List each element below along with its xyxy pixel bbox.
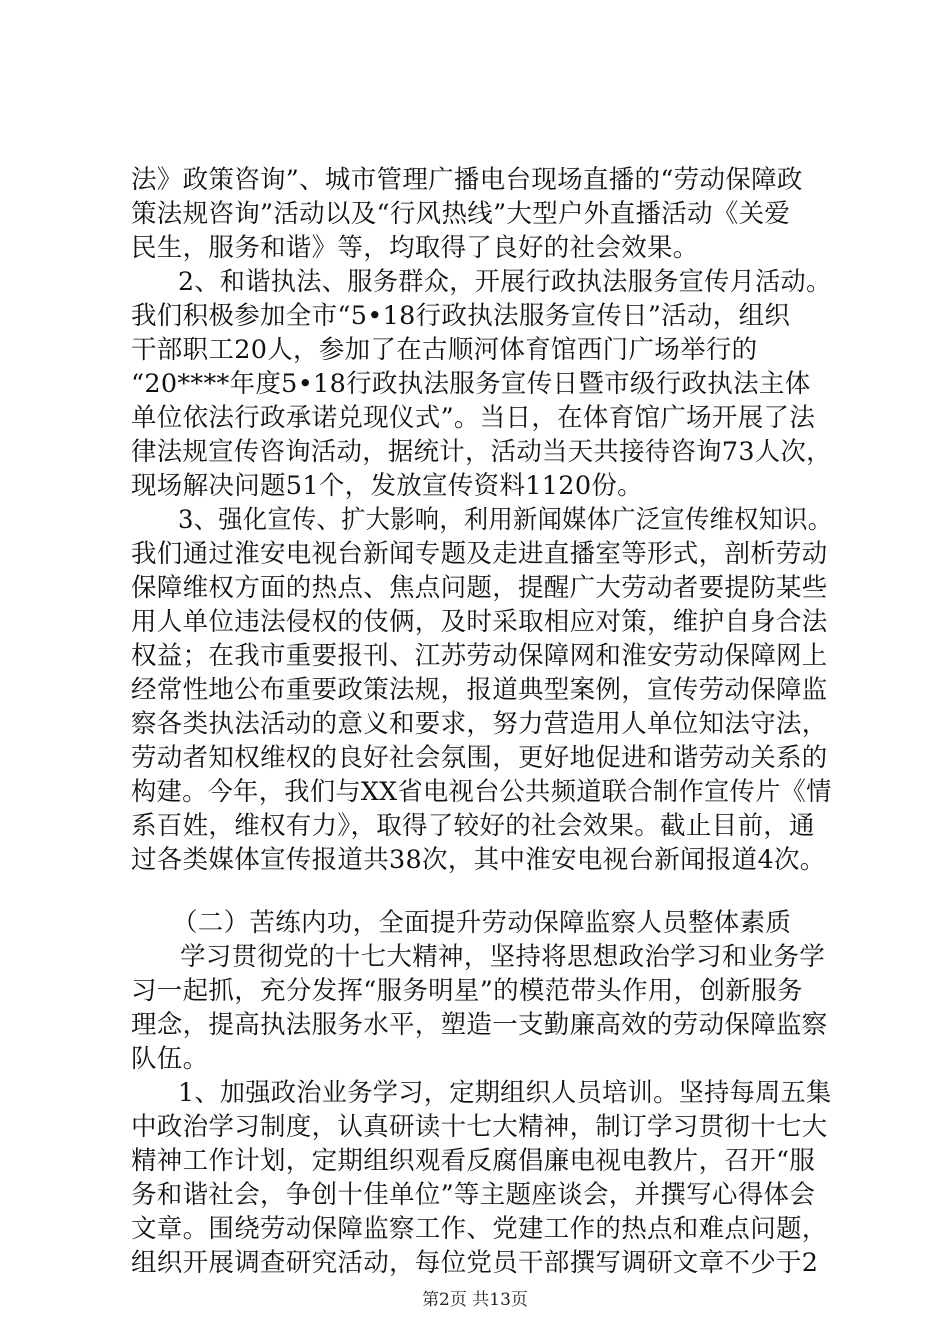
section-heading: （二）苦练内功，全面提升劳动保障监察人员整体素质: [172, 908, 792, 938]
paragraph-line: 文章。围绕劳动保障监察工作、党建工作的热点和难点问题，: [131, 1214, 828, 1244]
paragraph-line: 构建。今年，我们与XX省电视台公共频道联合制作宣传片《情: [131, 777, 832, 807]
paragraph-line: 经常性地公布重要政策法规，报道典型案例，宣传劳动保障监: [131, 675, 828, 705]
paragraph-line: 队伍。: [131, 1044, 209, 1074]
paragraph-line: 现场解决问题51个，发放宣传资料1120份。: [131, 471, 643, 501]
paragraph-line: 务和谐社会，争创十佳单位”等主题座谈会，并撰写心得体会: [131, 1180, 816, 1210]
paragraph-line: 组织开展调查研究活动，每位党员干部撰写调研文章不少于2: [131, 1248, 819, 1278]
paragraph-line: 习一起抓，充分发挥“服务明星”的模范带头作用，创新服务: [131, 976, 803, 1006]
paragraph-line: 单位依法行政承诺兑现仪式”。当日，在体育馆广场开展了法: [131, 403, 816, 433]
paragraph-line: 中政治学习制度，认真研读十七大精神，制订学习贯彻十七大: [131, 1112, 828, 1142]
paragraph-line: 用人单位违法侵权的伎俩，及时采取相应对策，维护自身合法: [131, 607, 828, 637]
paragraph-line: 过各类媒体宣传报道共38次，其中淮安电视台新闻报道4次。: [131, 845, 826, 875]
paragraph-line: “20****年度5•18行政执法服务宣传日暨市级行政执法主体: [131, 369, 811, 399]
paragraph-line: 保障维权方面的热点、焦点问题，提醒广大劳动者要提防某些: [131, 573, 828, 603]
paragraph-line: 律法规宣传咨询活动，据统计，活动当天共接待咨询73人次，: [131, 437, 832, 467]
paragraph-line: 劳动者知权维权的良好社会氛围，更好地促进和谐劳动关系的: [131, 743, 828, 773]
paragraph-line: 法》政策咨询”、城市管理广播电台现场直播的“劳动保障政: [131, 165, 803, 195]
paragraph-line: 察各类执法活动的意义和要求，努力营造用人单位知法守法，: [131, 709, 828, 739]
paragraph-line: 我们积极参加全市“5•18行政执法服务宣传日”活动，组织: [131, 301, 791, 331]
paragraph-line: 权益；在我市重要报刊、江苏劳动保障网和淮安劳动保障网上: [131, 641, 828, 671]
paragraph-line: 策法规咨询”活动以及“行风热线”大型户外直播活动《关爱: [131, 199, 791, 229]
paragraph-line: 干部职工20人，参加了在古顺河体育馆西门广场举行的: [131, 335, 758, 365]
paragraph-line: 精神工作计划，定期组织观看反腐倡廉电视电教片，召开“服: [131, 1146, 816, 1176]
paragraph-line: 3、强化宣传、扩大影响，利用新闻媒体广泛宣传维权知识。: [178, 505, 833, 535]
paragraph-line: 学习贯彻党的十七大精神，坚持将思想政治学习和业务学: [180, 942, 826, 972]
paragraph-line: 2、和谐执法、服务群众，开展行政执法服务宣传月活动。: [178, 267, 832, 297]
paragraph-line: 民生，服务和谐》等，均取得了良好的社会效果。: [131, 233, 699, 263]
paragraph-line: 1、加强政治业务学习，定期组织人员培训。坚持每周五集: [178, 1078, 832, 1108]
paragraph-line: 理念，提高执法服务水平，塑造一支勤廉高效的劳动保障监察: [131, 1010, 828, 1040]
page-footer: 第2页 共13页: [422, 1290, 528, 1310]
paragraph-line: 我们通过淮安电视台新闻专题及走进直播室等形式，剖析劳动: [131, 539, 828, 569]
paragraph-line: 系百姓，维权有力》，取得了较好的社会效果。截止目前，通: [131, 811, 815, 841]
